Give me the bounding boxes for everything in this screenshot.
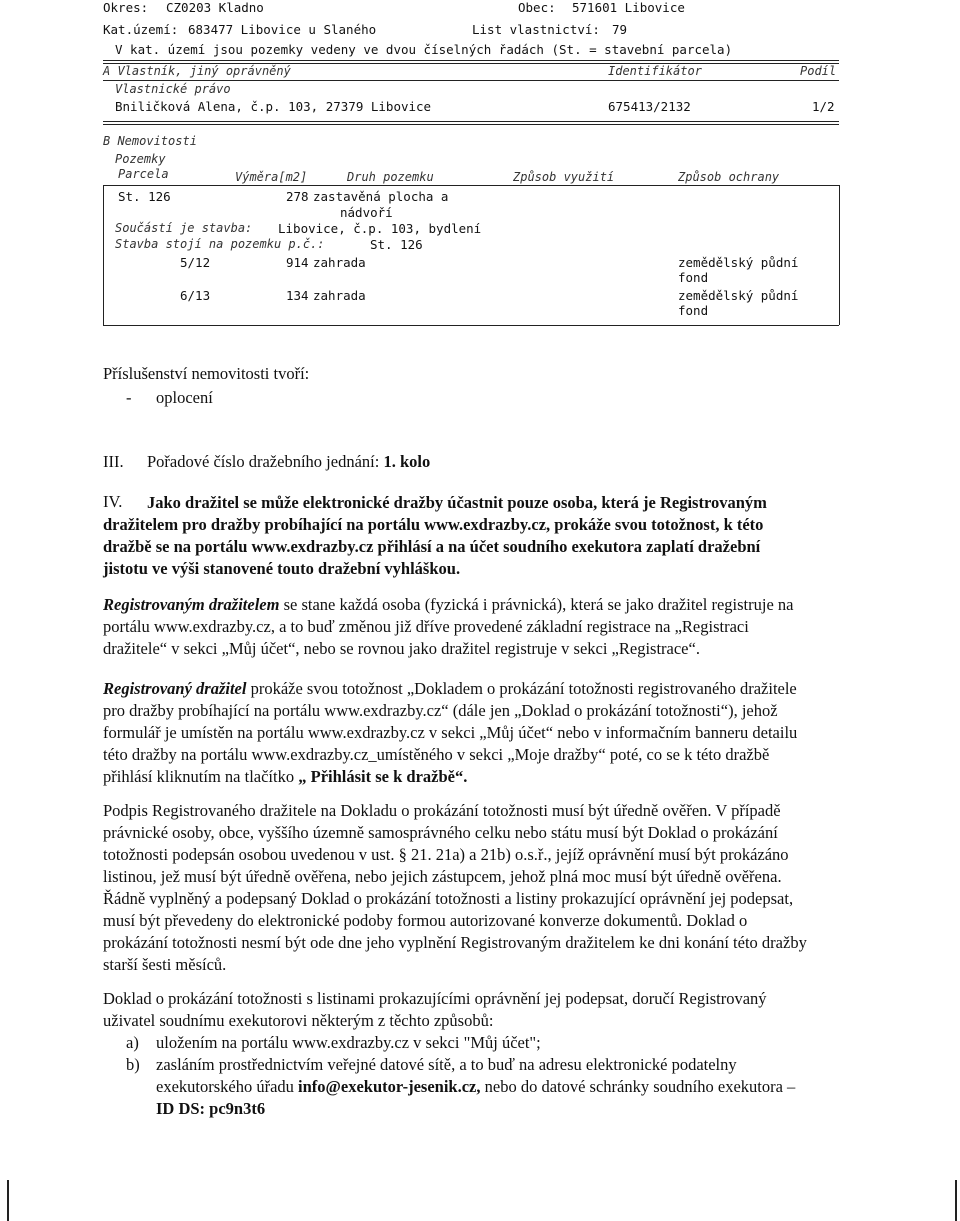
- list-item-line: nebo do datové schránky soudního exekutora –: [480, 1077, 796, 1096]
- list-item-line: zasláním prostřednictvím veřejné datové sítě, a to buď na adresu elektronické podatelny: [156, 1055, 737, 1074]
- paragraph-line: přihlásí kliknutím na tlačítko: [103, 767, 299, 786]
- obec-value: 571601 Libovice: [572, 0, 685, 15]
- paragraph-line: Řádně vyplněný a podepsaný Doklad o prokázání totožnosti a listiny prokazující oprávnění jej podepsat,: [103, 889, 794, 908]
- col-vyuziti: Způsob využití: [513, 170, 615, 184]
- soucasti-label: Součástí je stavba:: [115, 221, 253, 235]
- section-iv-line: Jako dražitel se může elektronické dražby účastnit pouze osoba, která je Registrovaným: [147, 493, 767, 512]
- table-row-vymera: 278: [286, 189, 309, 204]
- table-border: [839, 185, 840, 325]
- table-row-druh: zahrada: [313, 255, 366, 270]
- katuzemi-value: 683477 Libovice u Slaného: [188, 22, 377, 37]
- email-address: info@exekutor-jesenik.cz,: [298, 1077, 481, 1096]
- divider: [103, 121, 839, 122]
- paragraph-line: formulář je umístěn na portálu www.exdrazby.cz v sekci „Můj účet“ nebo v informačním banneru detailu: [103, 723, 798, 742]
- owner-name: Bniličková Alena, č.p. 103, 27379 Libovice: [115, 99, 432, 114]
- owner-identifikator: 675413/2132: [608, 99, 691, 114]
- okres-value: CZ0203 Kladno: [166, 0, 264, 15]
- paragraph-line: listinou, jež musí být úředně ověřena, nebo jejich zástupcem, jehož plná moc musí být úředně ověřena.: [103, 867, 782, 886]
- paragraph-line: dražitele“ v sekci „Můj účet“, nebo se rovnou jako dražitel registruje v sekci „Registrace“.: [103, 639, 700, 658]
- table-row-druh-cont: nádvoří: [340, 205, 393, 220]
- table-row-ochrana-cont: fond: [678, 303, 709, 318]
- paragraph-line: právnické osoby, obce, vyššího územně samosprávného celku nebo státu musí být Doklad o prokázání: [103, 823, 778, 842]
- list-marker: b): [126, 1055, 140, 1074]
- paragraph-line: této dražby na portálu www.exdrazby.cz_umístěného v sekci „Moje dražby“ poté, co se k této dražbě: [103, 745, 770, 764]
- section-iv-line: dražitelem pro dražby probíhající na portálu www.exdrazby.cz, prokáže svou totožnost, k této: [103, 515, 764, 534]
- lead-term: Registrovaný dražitel: [103, 679, 247, 698]
- divider: [103, 185, 839, 186]
- table-row-parcela: 5/12: [180, 255, 211, 270]
- paragraph-line: prokáže svou totožnost „Dokladem o prokázání totožnosti registrovaného dražitele: [250, 679, 797, 698]
- paragraph-line: pro dražby probíhající na portálu www.exdrazby.cz“ (dále jen „Doklad o prokázání totožnosti“), jehož: [103, 701, 778, 720]
- prislusenstvi-title: Příslušenství nemovitosti tvoří:: [103, 364, 310, 383]
- table-row-ochrana: zemědělský půdní: [678, 255, 799, 270]
- scan-edge-mark: [955, 1180, 957, 1221]
- list-item: uložením na portálu www.exdrazby.cz v sekci "Můj účet";: [156, 1033, 541, 1052]
- table-row-ochrana: zemědělský půdní: [678, 288, 799, 303]
- list-item: [156, 1054, 856, 1120]
- paragraph-doklad: [103, 988, 855, 1032]
- list-item-line: exekutorského úřadu: [156, 1077, 299, 1096]
- section-b-title: B Nemovitosti: [103, 134, 197, 148]
- table-border: [103, 185, 104, 325]
- list-bullet: -: [126, 388, 132, 407]
- list-value: 79: [612, 22, 628, 37]
- col-druh: Druh pozemku: [347, 170, 434, 184]
- section-a-subtitle: Vlastnické právo: [115, 82, 231, 96]
- paragraph-line: Podpis Registrovaného dražitele na Dokladu o prokázání totožnosti musí být úředně ověřen. V případě: [103, 801, 781, 820]
- col-podil: Podíl: [800, 64, 837, 78]
- col-identifikator: Identifikátor: [608, 64, 702, 78]
- paragraph-line: Doklad o prokázání totožnosti s listinami prokazujícími oprávnění jej podepsat, doručí Registrovaný: [103, 989, 767, 1008]
- okres-label: Okres:: [103, 0, 149, 15]
- col-ochrana: Způsob ochrany: [678, 170, 780, 184]
- section-b-subtitle: Pozemky: [115, 152, 166, 166]
- data-box-id: ID DS: pc9n3t6: [156, 1099, 266, 1118]
- section-iii-prefix: Pořadové číslo dražebního jednání:: [147, 452, 384, 471]
- table-row-druh: zastavěná plocha a: [313, 189, 449, 204]
- paragraph-line: totožnosti podepsán osobou uvedenou v ust. § 21. 21a) a 21b) o.s.ř., jejíž oprávnění musí být prokázáno: [103, 845, 789, 864]
- section-iv-number: IV.: [103, 492, 123, 511]
- list-label: List vlastnictví:: [472, 22, 600, 37]
- paragraph-registrovany: [103, 678, 855, 788]
- divider: [103, 80, 839, 81]
- paragraph-line: se stane každá osoba (fyzická i právnická), která se jako dražitel registruje na: [283, 595, 794, 614]
- paragraph-registrovanym: [103, 594, 855, 660]
- katuzemi-label: Kat.území:: [103, 22, 179, 37]
- table-row-vymera: 134: [286, 288, 309, 303]
- soucasti-value: Libovice, č.p. 103, bydlení: [278, 221, 482, 236]
- paragraph-podpis: [103, 800, 855, 976]
- table-row-parcela: St. 126: [118, 189, 171, 204]
- list-item: oplocení: [156, 388, 213, 407]
- section-iii-value: 1. kolo: [383, 452, 431, 471]
- header-note: V kat. území jsou pozemky vedeny ve dvou číselných řadách (St. = stavební parcela): [115, 42, 733, 57]
- paragraph-line: portálu www.exdrazby.cz, a to buď změnou již dříve provedené základní registrace na „Registraci: [103, 617, 749, 636]
- col-vymera: Výměra[m2]: [235, 170, 308, 184]
- section-iv-line: dražbě se na portálu www.exdrazby.cz přihlásí a na účet soudního exekutora zaplatí dražební: [103, 537, 761, 556]
- table-row-vymera: 914: [286, 255, 309, 270]
- paragraph-line: starší šesti měsíců.: [103, 955, 227, 974]
- obec-label: Obec:: [518, 0, 556, 15]
- col-parcela: Parcela: [118, 167, 169, 181]
- stavba-label: Stavba stojí na pozemku p.č.:: [115, 237, 325, 251]
- owner-podil: 1/2: [812, 99, 835, 114]
- paragraph-line: uživatel soudnímu exekutorovi některým z těchto způsobů:: [103, 1011, 494, 1030]
- section-iii-number: III.: [103, 452, 124, 471]
- section-iv-line: jistotu ve výši stanovené touto dražební vyhláškou.: [103, 559, 461, 578]
- list-marker: a): [126, 1033, 139, 1052]
- table-row-ochrana-cont: fond: [678, 270, 709, 285]
- table-row-druh: zahrada: [313, 288, 366, 303]
- paragraph-line: musí být převedeny do elektronické podoby formou autorizované konverze dokumentů. Doklad o: [103, 911, 748, 930]
- section-a-title: A Vlastník, jiný oprávněný: [103, 64, 291, 78]
- divider: [103, 124, 839, 125]
- divider: [103, 325, 839, 326]
- divider: [103, 60, 839, 61]
- paragraph-line: prokázání totožnosti nesmí být ode dne jeho vyplnění Registrovaným dražitelem ke dni konání této dražby: [103, 933, 807, 952]
- stavba-value: St. 126: [370, 237, 423, 252]
- section-iii-text: [147, 452, 430, 472]
- table-row-parcela: 6/13: [180, 288, 211, 303]
- button-reference: „ Přihlásit se k dražbě“.: [298, 767, 468, 786]
- section-iv-text: [103, 492, 855, 580]
- scan-edge-mark: [7, 1180, 9, 1221]
- lead-term: Registrovaným dražitelem: [103, 595, 280, 614]
